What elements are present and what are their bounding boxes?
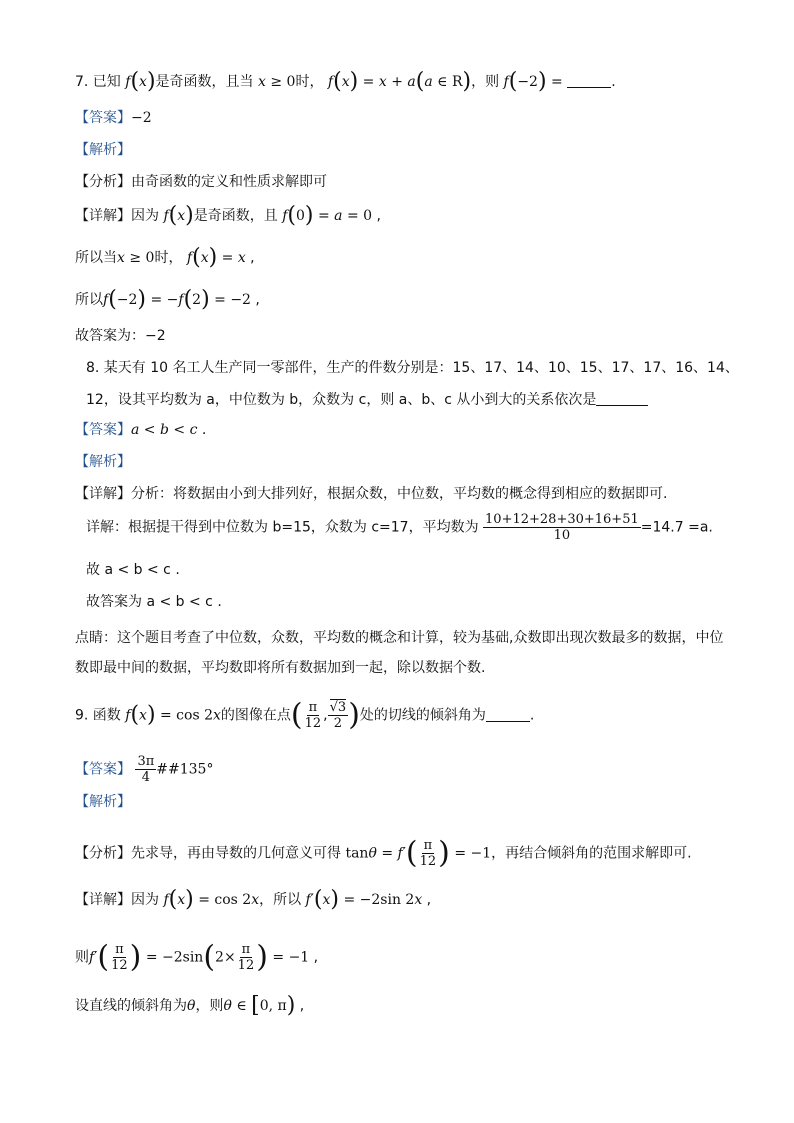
answer-blank <box>567 73 611 88</box>
q8-analysis-heading: 【解析】 <box>75 454 131 470</box>
q7-question: 7. 已知 f(x)是奇函数，且当 x ≥ 0时， f(x) = x + a(a ∈ R)，则 f(−2) = . <box>75 69 616 94</box>
q7-analysis-heading: 【解析】 <box>75 142 131 158</box>
q8-detail2: 详解：根据提干得到中位数为 b=15，众数为 c=17，平均数为 $\frac{10+12+28+30+16+51}{10}$ =14.7 =a. <box>86 512 713 543</box>
q9-fenxi: 【分析】先求导，再由导数的几何意义可得 tanθ = f′( $\frac{\pi}{12}$ ) = −1，再结合倾斜角的范围求解即可. <box>75 835 692 871</box>
q7-step1: 【详解】因为 f(x)是奇函数，且 f(0) = a = 0 , <box>75 203 381 228</box>
q8-question-line2: 12，设其平均数为 a，中位数为 b，众数为 c，则 a、b、c 从小到大的关系依次是 <box>86 390 648 410</box>
q9-step2: 则f′( $\frac{\pi}{12}$ ) = −2sin(2× $\frac{\pi}{12}$ ) = −1 , <box>75 939 319 975</box>
q9-question: 9. 函数 f(x) = cos 2x的图像在点( $\frac{\pi}{12}$ , $\frac{√3}{2}$ )处的切线的倾斜角为 . <box>75 697 535 733</box>
q8-detail3: 故 a < b < c . <box>86 562 180 578</box>
q7-conclusion: 故答案为：−2 <box>75 328 166 344</box>
answer-blank <box>596 391 648 406</box>
q9-answer: 【答案】 $\frac{3\pi}{4}$ ##135° <box>75 754 214 785</box>
q7-fenxi: 【分析】由奇函数的定义和性质求解即可 <box>75 174 327 190</box>
q9-step3: 设直线的倾斜角为θ，则θ ∈ [0, π) , <box>75 993 305 1018</box>
q9-step1: 【详解】因为 f(x) = cos 2x，所以 f′(x) = −2sin 2x , <box>75 887 432 912</box>
answer-blank <box>486 707 530 722</box>
q8-note-line2: 数即最中间的数据，平均数即将所有数据加到一起，除以数据个数. <box>75 660 486 676</box>
q7-answer: 【答案】−2 <box>75 110 152 126</box>
q7-step2: 所以当x ≥ 0时， f(x) = x , <box>75 245 255 270</box>
q9-analysis-heading: 【解析】 <box>75 794 131 810</box>
q8-question-line1: 8. 某天有 10 名工人生产同一零部件，生产的件数分别是：15、17、14、10、15、17、17、16、14、 <box>86 360 739 376</box>
mean-fraction: $\frac{10+12+28+30+16+51}{10}$ <box>485 512 639 543</box>
q8-note-line1: 点睛：这个题目考查了中位数，众数，平均数的概念和计算，较为基础,众数即出现次数最多的数据，中位 <box>75 630 724 646</box>
q8-detail4: 故答案为 a < b < c . <box>86 594 222 610</box>
answer-fraction: $\frac{3\pi}{4}$ <box>137 754 155 785</box>
q8-detail1: 【详解】分析：将数据由小到大排列好，根据众数，中位数，平均数的概念得到相应的数据即可. <box>75 486 668 502</box>
q8-answer: 【答案】a < b < c . <box>75 422 207 438</box>
q7-step3: 所以f(−2) = −f(2) = −2 , <box>75 287 260 312</box>
math-fx: f <box>125 74 131 90</box>
